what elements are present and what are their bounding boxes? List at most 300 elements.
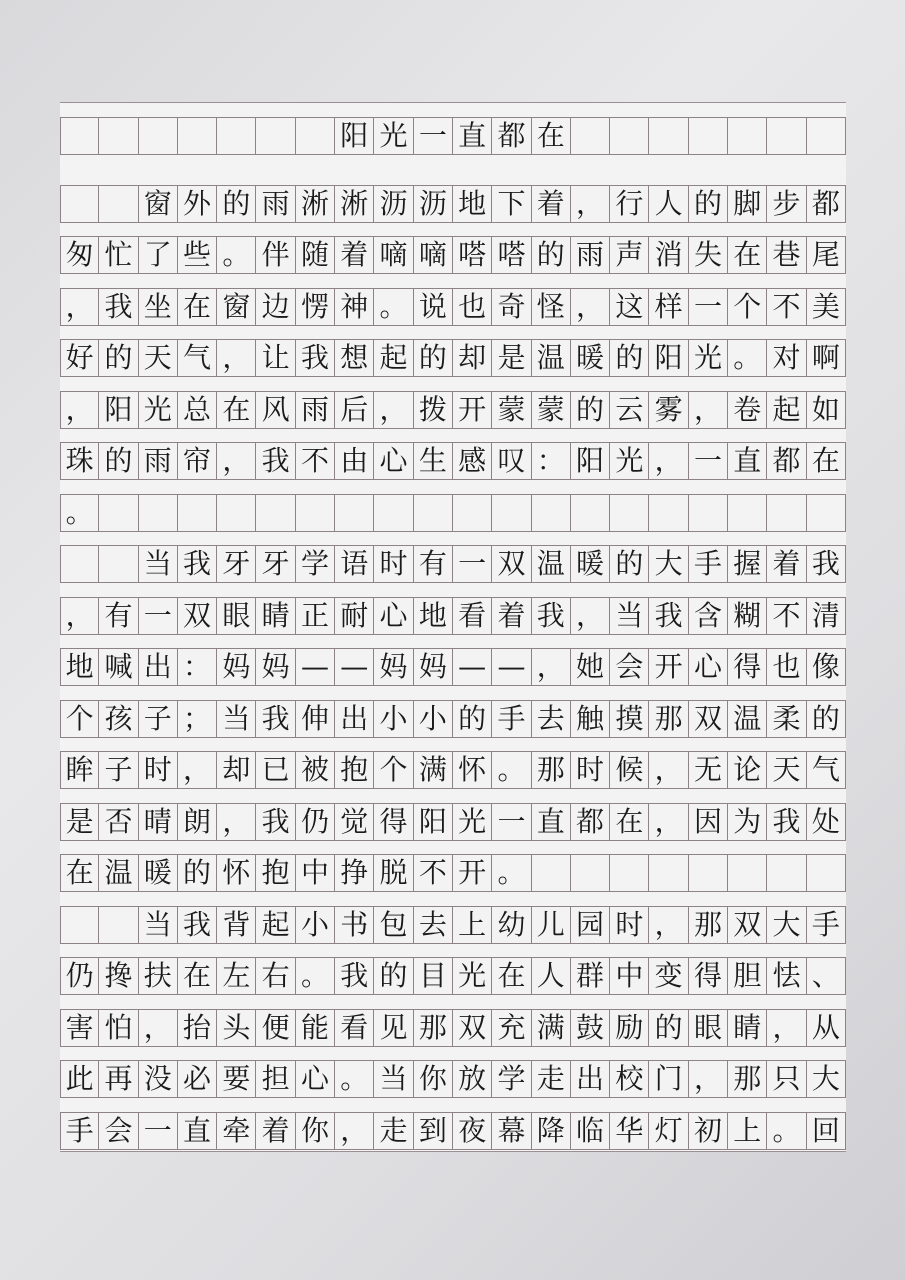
essay-line-cell: 暖: [571, 340, 610, 376]
essay-line-cell: 喊: [99, 649, 138, 685]
essay-line-cell: 得: [728, 649, 767, 685]
essay-line-cell: 也: [453, 289, 492, 325]
essay-line-cell: 儿: [532, 907, 571, 943]
essay-line-cell: 心: [689, 649, 728, 685]
essay-line-cell: 后: [335, 392, 374, 428]
essay-line-cell: 不: [767, 598, 806, 634]
essay-line-cell: ：: [178, 649, 217, 685]
essay-line-cell: 当: [374, 1061, 413, 1097]
essay-line-cell: 光: [453, 804, 492, 840]
essay-line-cell: ，: [650, 752, 689, 788]
essay-line-cell: [60, 907, 99, 943]
essay-line-cell: 嗒: [453, 237, 492, 273]
essay-line: [60, 700, 846, 738]
essay-line-cell: 直: [532, 804, 571, 840]
essay-line-cell: [374, 495, 413, 531]
essay-line-cell: 我: [335, 958, 374, 994]
essay-line-cell: 初: [689, 1113, 728, 1149]
essay-line-cell: 阳: [414, 804, 453, 840]
essay-line-cell: 鼓: [571, 1010, 610, 1046]
essay-line-cell: [689, 855, 728, 891]
essay-line-cell: 起: [374, 340, 413, 376]
essay-line-cell: 地: [414, 598, 453, 634]
essay-line-cell: 那: [532, 752, 571, 788]
essay-line-cell: 这: [610, 289, 649, 325]
essay-line: [60, 185, 846, 223]
essay-line-cell: 睛: [257, 598, 296, 634]
essay-line-cell: 有: [99, 598, 138, 634]
essay-line-cell: 放: [453, 1061, 492, 1097]
essay-line-cell: 啊: [807, 340, 846, 376]
essay-line-cell: 再: [99, 1061, 138, 1097]
essay-line-cell: ，: [767, 1010, 806, 1046]
essay-line-cell: 光: [689, 340, 728, 376]
essay-line-cell: 大: [650, 546, 689, 582]
essay-line-cell: 中: [296, 855, 335, 891]
essay-line-cell: [60, 186, 99, 222]
essay-line-cell: 担: [257, 1061, 296, 1097]
essay-line-cell: 好: [60, 340, 99, 376]
title-cell: [767, 118, 806, 154]
essay-line-cell: 一: [139, 598, 178, 634]
essay-line-cell: 当: [217, 701, 256, 737]
essay-line-cell: [335, 495, 374, 531]
essay-line-cell: 我: [767, 804, 806, 840]
essay-line-cell: 妈: [374, 649, 413, 685]
essay-line-cell: [60, 546, 99, 582]
essay-line-cell: [532, 495, 571, 531]
essay-line-cell: 没: [139, 1061, 178, 1097]
essay-line-cell: [689, 495, 728, 531]
essay-line-cell: 、: [807, 958, 846, 994]
essay-line-cell: 一: [139, 1113, 178, 1149]
essay-line-cell: 着: [257, 1113, 296, 1149]
essay-line-cell: 愣: [296, 289, 335, 325]
essay-line-cell: ，: [217, 340, 256, 376]
essay-line-cell: 眼: [217, 598, 256, 634]
title-row: [60, 117, 846, 155]
essay-line-cell: [767, 495, 806, 531]
essay-line-cell: 伸: [296, 701, 335, 737]
essay-line-cell: 目: [414, 958, 453, 994]
essay-line-cell: 论: [728, 752, 767, 788]
essay-line: [60, 494, 846, 532]
essay-line: [60, 906, 846, 944]
essay-line-cell: 心: [296, 1061, 335, 1097]
essay-line-cell: 眼: [689, 1010, 728, 1046]
essay-line-cell: [532, 855, 571, 891]
essay-line-cell: 步: [767, 186, 806, 222]
essay-line: [60, 339, 846, 377]
essay-line-cell: 的: [571, 392, 610, 428]
essay-line-cell: 害: [60, 1010, 99, 1046]
essay-line-cell: 窗: [139, 186, 178, 222]
essay-line-cell: 的: [610, 546, 649, 582]
essay-line-cell: [178, 495, 217, 531]
essay-line-cell: 此: [60, 1061, 99, 1097]
essay-line-cell: 去: [532, 701, 571, 737]
essay-line-cell: 巷: [767, 237, 806, 273]
essay-line-cell: 背: [217, 907, 256, 943]
essay-line-cell: 的: [610, 340, 649, 376]
essay-line-cell: —: [453, 649, 492, 685]
essay-line-cell: 手: [492, 701, 531, 737]
title-cell: 阳: [335, 118, 374, 154]
essay-line-cell: 匆: [60, 237, 99, 273]
essay-line-cell: 直: [728, 443, 767, 479]
essay-line-cell: 感: [453, 443, 492, 479]
essay-line-cell: 总: [178, 392, 217, 428]
essay-line-cell: 头: [217, 1010, 256, 1046]
essay-line-cell: 在: [178, 958, 217, 994]
essay-line-cell: 语: [335, 546, 374, 582]
essay-line-cell: 得: [374, 804, 413, 840]
essay-line-cell: 门: [650, 1061, 689, 1097]
essay-line-cell: 摸: [610, 701, 649, 737]
essay-line-cell: 着: [335, 237, 374, 273]
essay-line-cell: 一: [453, 546, 492, 582]
essay-line-cell: 开: [453, 855, 492, 891]
essay-line-cell: 不: [767, 289, 806, 325]
essay-line-cell: 为: [728, 804, 767, 840]
essay-line-cell: 蒙: [532, 392, 571, 428]
essay-line-cell: 温: [532, 546, 571, 582]
essay-line-cell: 着: [767, 546, 806, 582]
essay-line-cell: 的: [178, 855, 217, 891]
essay-line-cell: 要: [217, 1061, 256, 1097]
essay-line-cell: ，: [571, 289, 610, 325]
essay-line-cell: 子: [139, 701, 178, 737]
essay-line-cell: 的: [807, 701, 846, 737]
essay-line-cell: 。: [217, 237, 256, 273]
essay-line-cell: ，: [571, 186, 610, 222]
title-cell: 在: [532, 118, 571, 154]
essay-line-cell: 出: [335, 701, 374, 737]
essay-line-cell: 抬: [178, 1010, 217, 1046]
essay-line-cell: 大: [807, 1061, 846, 1097]
essay-line-cell: 下: [492, 186, 531, 222]
essay-line-cell: 也: [767, 649, 806, 685]
essay-line-cell: ，: [571, 598, 610, 634]
essay-line-cell: 起: [257, 907, 296, 943]
essay-line-cell: 柔: [767, 701, 806, 737]
essay-line-cell: 光: [610, 443, 649, 479]
essay-line-cell: 糊: [728, 598, 767, 634]
essay-line-cell: 孩: [99, 701, 138, 737]
essay-line-cell: 看: [453, 598, 492, 634]
essay-line-cell: 淅: [335, 186, 374, 222]
essay-line-cell: 学: [492, 1061, 531, 1097]
essay-line-cell: 开: [650, 649, 689, 685]
essay-line-cell: 着: [492, 598, 531, 634]
essay-line-cell: 的: [453, 701, 492, 737]
essay-line-cell: ，: [532, 649, 571, 685]
essay-line-cell: 却: [217, 752, 256, 788]
essay-line-cell: 处: [807, 804, 846, 840]
essay-line-cell: [217, 495, 256, 531]
essay-line-cell: ，: [60, 598, 99, 634]
essay-line-cell: 不: [414, 855, 453, 891]
essay-line-cell: 回: [807, 1113, 846, 1149]
essay-line-cell: 地: [453, 186, 492, 222]
essay-line-cell: 一: [492, 804, 531, 840]
essay-line-cell: 左: [217, 958, 256, 994]
essay-line-cell: 。: [374, 289, 413, 325]
essay-line-cell: 妈: [257, 649, 296, 685]
essay-line-cell: ，: [217, 804, 256, 840]
essay-line-cell: 双: [492, 546, 531, 582]
essay-line-cell: 我: [296, 340, 335, 376]
essay-line-cell: 去: [414, 907, 453, 943]
essay-line-cell: ；: [178, 701, 217, 737]
essay-line-cell: 都: [571, 804, 610, 840]
essay-line-cell: [650, 855, 689, 891]
essay-line-cell: 温: [99, 855, 138, 891]
essay-line-cell: 小: [414, 701, 453, 737]
essay-line-cell: ，: [60, 289, 99, 325]
essay-line-cell: 时: [139, 752, 178, 788]
essay-line-cell: 卷: [728, 392, 767, 428]
essay-line-cell: 抱: [257, 855, 296, 891]
essay-line-cell: [728, 495, 767, 531]
essay-line-cell: 拨: [414, 392, 453, 428]
title-cell: [807, 118, 846, 154]
essay-line-cell: 。: [767, 1113, 806, 1149]
essay-line-cell: 妈: [217, 649, 256, 685]
essay-line-cell: 是: [492, 340, 531, 376]
essay-line: [60, 854, 846, 892]
essay-line-cell: 在: [217, 392, 256, 428]
essay-line-cell: 扶: [139, 958, 178, 994]
essay-line-cell: 起: [767, 392, 806, 428]
essay-line-cell: 外: [178, 186, 217, 222]
essay-line-cell: 叹: [492, 443, 531, 479]
essay-line-cell: 中: [610, 958, 649, 994]
essay-line: [60, 1112, 846, 1150]
essay-line-cell: 因: [689, 804, 728, 840]
essay-line-cell: 人: [532, 958, 571, 994]
essay-line-cell: 当: [610, 598, 649, 634]
essay-line-cell: 怀: [453, 752, 492, 788]
essay-line-cell: 脚: [728, 186, 767, 222]
essay-line-cell: 华: [610, 1113, 649, 1149]
essay-line-cell: [99, 546, 138, 582]
essay-line-cell: 候: [610, 752, 649, 788]
essay-line-cell: 嘀: [414, 237, 453, 273]
essay-line-cell: 雨: [257, 186, 296, 222]
essay-line-cell: 挣: [335, 855, 374, 891]
essay-line-cell: 走: [532, 1061, 571, 1097]
essay-line-cell: 抱: [335, 752, 374, 788]
essay-line-cell: 必: [178, 1061, 217, 1097]
essay-line: [60, 442, 846, 480]
essay-line: [60, 1009, 846, 1047]
essay-line-cell: 边: [257, 289, 296, 325]
essay-line-cell: 气: [178, 340, 217, 376]
essay-line-cell: 牙: [217, 546, 256, 582]
essay-line-cell: 出: [139, 649, 178, 685]
essay-line-cell: 仍: [60, 958, 99, 994]
essay-line-cell: 临: [571, 1113, 610, 1149]
essay-line-cell: 的: [217, 186, 256, 222]
essay-line-cell: [139, 495, 178, 531]
essay-line-cell: —: [296, 649, 335, 685]
essay-line-cell: —: [492, 649, 531, 685]
essay-line-cell: 说: [414, 289, 453, 325]
essay-line-cell: ，: [374, 392, 413, 428]
essay-line-cell: 都: [807, 186, 846, 222]
essay-line-cell: 朗: [178, 804, 217, 840]
essay-line-cell: 双: [689, 701, 728, 737]
essay-line-cell: 了: [139, 237, 178, 273]
essay-line-cell: 握: [728, 546, 767, 582]
essay-line-cell: 包: [374, 907, 413, 943]
title-cell: [257, 118, 296, 154]
title-cell: [139, 118, 178, 154]
essay-line-cell: 坐: [139, 289, 178, 325]
essay-line-cell: 上: [453, 907, 492, 943]
essay-line-cell: 那: [728, 1061, 767, 1097]
essay-line-cell: 看: [335, 1010, 374, 1046]
essay-line-cell: —: [335, 649, 374, 685]
essay-line-cell: 直: [178, 1113, 217, 1149]
essay-line-cell: 阳: [571, 443, 610, 479]
essay-line-cell: 是: [60, 804, 99, 840]
essay-line-cell: 想: [335, 340, 374, 376]
essay-line-cell: 已: [257, 752, 296, 788]
essay-line-cell: 温: [728, 701, 767, 737]
essay-line-cell: 书: [335, 907, 374, 943]
essay-line-cell: 沥: [374, 186, 413, 222]
essay-line-cell: 到: [414, 1113, 453, 1149]
essay-line-cell: 尾: [807, 237, 846, 273]
essay-line-cell: 都: [767, 443, 806, 479]
essay-line-cell: 觉: [335, 804, 374, 840]
essay-line-cell: 。: [728, 340, 767, 376]
essay-line-cell: 个: [60, 701, 99, 737]
essay-line-cell: 充: [492, 1010, 531, 1046]
essay-line-cell: [767, 855, 806, 891]
essay-line-cell: 她: [571, 649, 610, 685]
essay-line-cell: [296, 495, 335, 531]
essay-line-cell: 得: [689, 958, 728, 994]
essay-line-cell: 群: [571, 958, 610, 994]
essay-line-cell: [257, 495, 296, 531]
essay-line-cell: 从: [807, 1010, 846, 1046]
essay-line-cell: 你: [296, 1113, 335, 1149]
essay-line-cell: 否: [99, 804, 138, 840]
essay-line-cell: 的: [650, 1010, 689, 1046]
essay-line-cell: 幕: [492, 1113, 531, 1149]
essay-line-cell: 妈: [414, 649, 453, 685]
essay-line-cell: 在: [728, 237, 767, 273]
essay-line-cell: 上: [728, 1113, 767, 1149]
title-cell: [296, 118, 335, 154]
title-cell: [178, 118, 217, 154]
essay-line-cell: 由: [335, 443, 374, 479]
essay-line-cell: 开: [453, 392, 492, 428]
essay-line-cell: 仍: [296, 804, 335, 840]
essay-line-cell: 心: [374, 443, 413, 479]
essay-line-cell: 我: [178, 546, 217, 582]
essay-line-cell: 心: [374, 598, 413, 634]
essay-line-cell: 雨: [296, 392, 335, 428]
essay-line-cell: 我: [178, 907, 217, 943]
essay-line-cell: 幼: [492, 907, 531, 943]
essay-line-cell: 天: [139, 340, 178, 376]
essay-line-cell: 右: [257, 958, 296, 994]
essay-line-cell: 满: [414, 752, 453, 788]
essay-line-cell: 变: [650, 958, 689, 994]
title-cell: [650, 118, 689, 154]
essay-line-cell: 我: [257, 804, 296, 840]
essay-line-cell: 气: [807, 752, 846, 788]
essay-line-cell: [414, 495, 453, 531]
essay-line-cell: 让: [257, 340, 296, 376]
title-cell: [571, 118, 610, 154]
essay-line: [60, 597, 846, 635]
essay-line-cell: 脱: [374, 855, 413, 891]
essay-line-cell: [492, 495, 531, 531]
essay-line: [60, 648, 846, 686]
essay-line-cell: 忙: [99, 237, 138, 273]
essay-line-cell: 子: [99, 752, 138, 788]
essay-line-cell: 珠: [60, 443, 99, 479]
essay-line-cell: 晴: [139, 804, 178, 840]
essay-line-cell: [99, 495, 138, 531]
essay-line-cell: 小: [374, 701, 413, 737]
essay-line-cell: [99, 907, 138, 943]
essay-line-cell: 学: [296, 546, 335, 582]
essay-line-cell: 我: [650, 598, 689, 634]
essay-line-cell: 对: [767, 340, 806, 376]
title-cell: [60, 118, 99, 154]
essay-line-cell: 当: [139, 546, 178, 582]
essay-line-cell: 生: [414, 443, 453, 479]
essay-line-cell: ，: [650, 443, 689, 479]
essay-line-cell: 降: [532, 1113, 571, 1149]
essay-line-cell: ，: [217, 443, 256, 479]
essay-line-cell: ，: [689, 1061, 728, 1097]
essay-line-cell: 消: [650, 237, 689, 273]
essay-line-cell: 的: [532, 237, 571, 273]
essay-line-cell: 那: [689, 907, 728, 943]
title-cell: [217, 118, 256, 154]
essay-line: [60, 236, 846, 274]
essay-line-cell: [453, 495, 492, 531]
essay-line-cell: 的: [374, 958, 413, 994]
essay-line-cell: 时: [610, 907, 649, 943]
essay-line-cell: 大: [767, 907, 806, 943]
essay-line-cell: ，: [650, 804, 689, 840]
essay-line-cell: 光: [139, 392, 178, 428]
essay-line-cell: 些: [178, 237, 217, 273]
essay-line-cell: 走: [374, 1113, 413, 1149]
essay-line-cell: 出: [571, 1061, 610, 1097]
essay-line-cell: 我: [99, 289, 138, 325]
essay-line-cell: 当: [139, 907, 178, 943]
essay-line-cell: 被: [296, 752, 335, 788]
essay-line-cell: 怪: [532, 289, 571, 325]
essay-line-cell: 暖: [139, 855, 178, 891]
essay-line-cell: ：: [532, 443, 571, 479]
essay-line-cell: 阳: [99, 392, 138, 428]
essay-line-cell: 一: [689, 289, 728, 325]
essay-line-cell: [571, 855, 610, 891]
essay-line-cell: 。: [60, 495, 99, 531]
essay-line-cell: 我: [807, 546, 846, 582]
essay-line-cell: 淅: [296, 186, 335, 222]
